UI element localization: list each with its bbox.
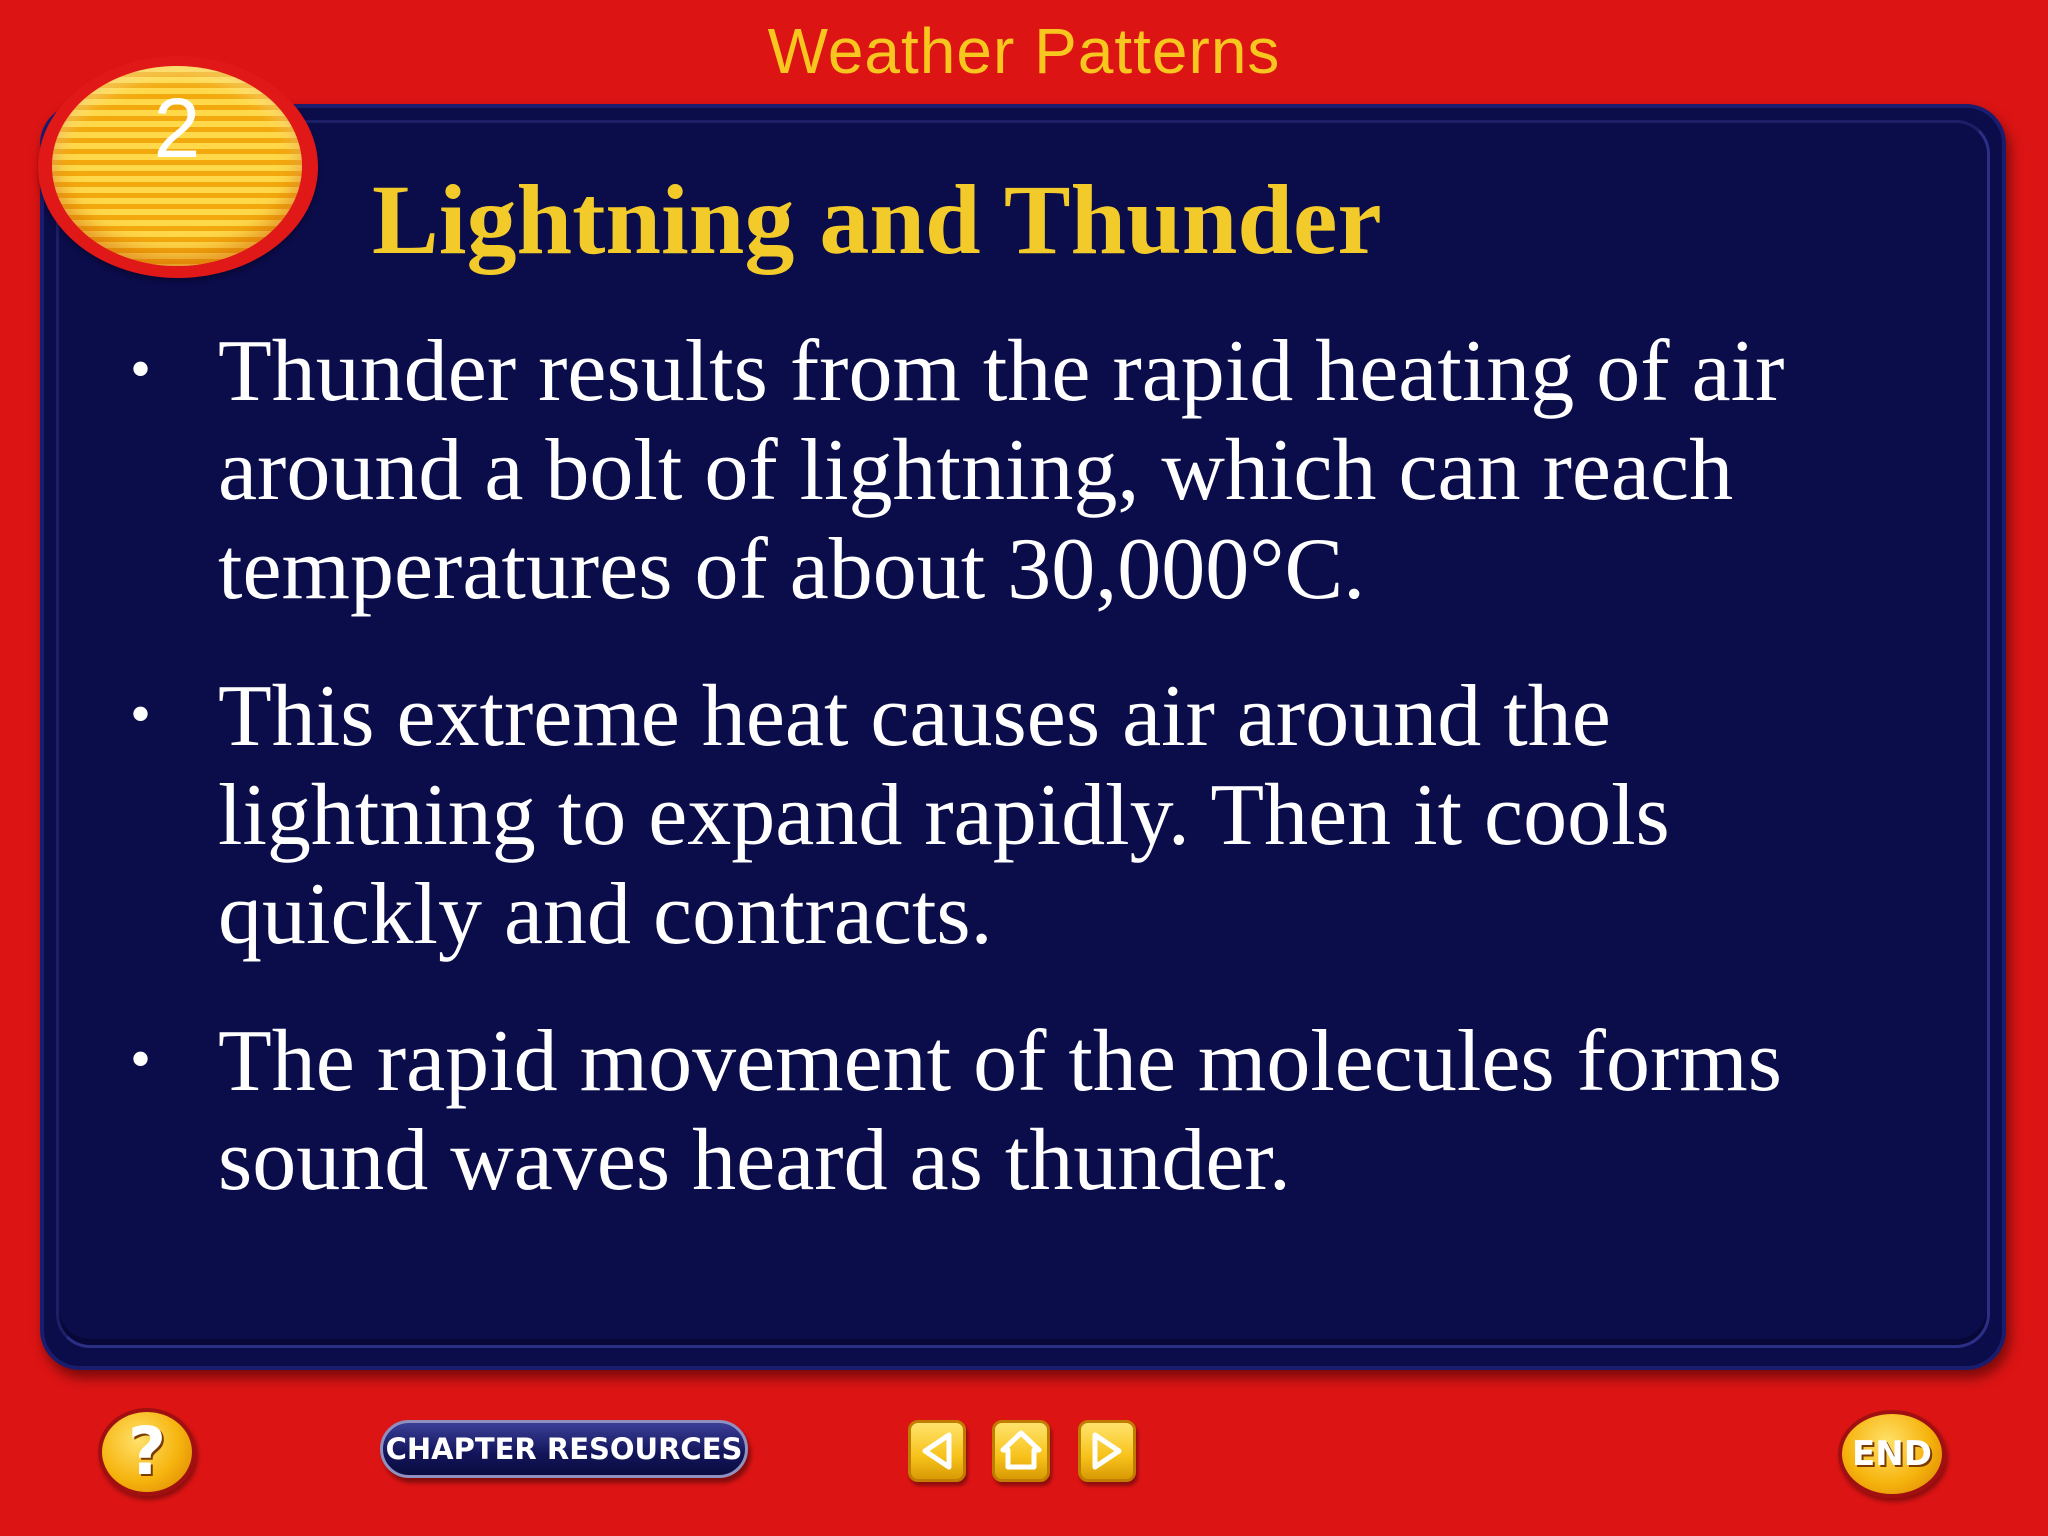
bullet-item [130, 1012, 1890, 1210]
bullet-text: The rapid movement of the molecules forms sound waves heard as thunder. [218, 1013, 1782, 1209]
bullet-text: This extreme heat causes air around the lightning to expand rapidly. Then it cools quickly and contracts. [218, 668, 1670, 963]
forward-arrow-icon [1081, 1423, 1133, 1479]
next-slide-button[interactable] [1078, 1420, 1136, 1482]
help-icon: ? [127, 1413, 167, 1490]
home-button[interactable] [992, 1420, 1050, 1482]
bullet-item [130, 322, 1890, 619]
bullet-list [130, 322, 1890, 1258]
end-button[interactable] [1838, 1410, 1946, 1498]
previous-slide-button[interactable] [908, 1420, 966, 1482]
bullet-icon: • [130, 336, 152, 402]
chapter-resources-label: CHAPTER RESOURCES [385, 1432, 743, 1466]
home-icon [995, 1423, 1047, 1479]
bullet-item [130, 667, 1890, 964]
section-badge-disc [52, 66, 302, 266]
bullet-icon: • [130, 681, 152, 747]
slide-title: Lightning and Thunder [372, 164, 1382, 275]
help-button[interactable] [98, 1408, 196, 1496]
bullet-icon: • [130, 1026, 152, 1092]
back-arrow-icon [911, 1423, 963, 1479]
bullet-text: Thunder results from the rapid heating of air around a bolt of lightning, which can reach temperatures of about 30,000°C. [218, 323, 1785, 618]
section-number: 2 [153, 81, 201, 175]
section-badge [38, 56, 318, 278]
end-label: END [1852, 1434, 1932, 1474]
chapter-resources-button[interactable] [380, 1420, 748, 1478]
chapter-title: Weather Patterns [767, 15, 1281, 87]
